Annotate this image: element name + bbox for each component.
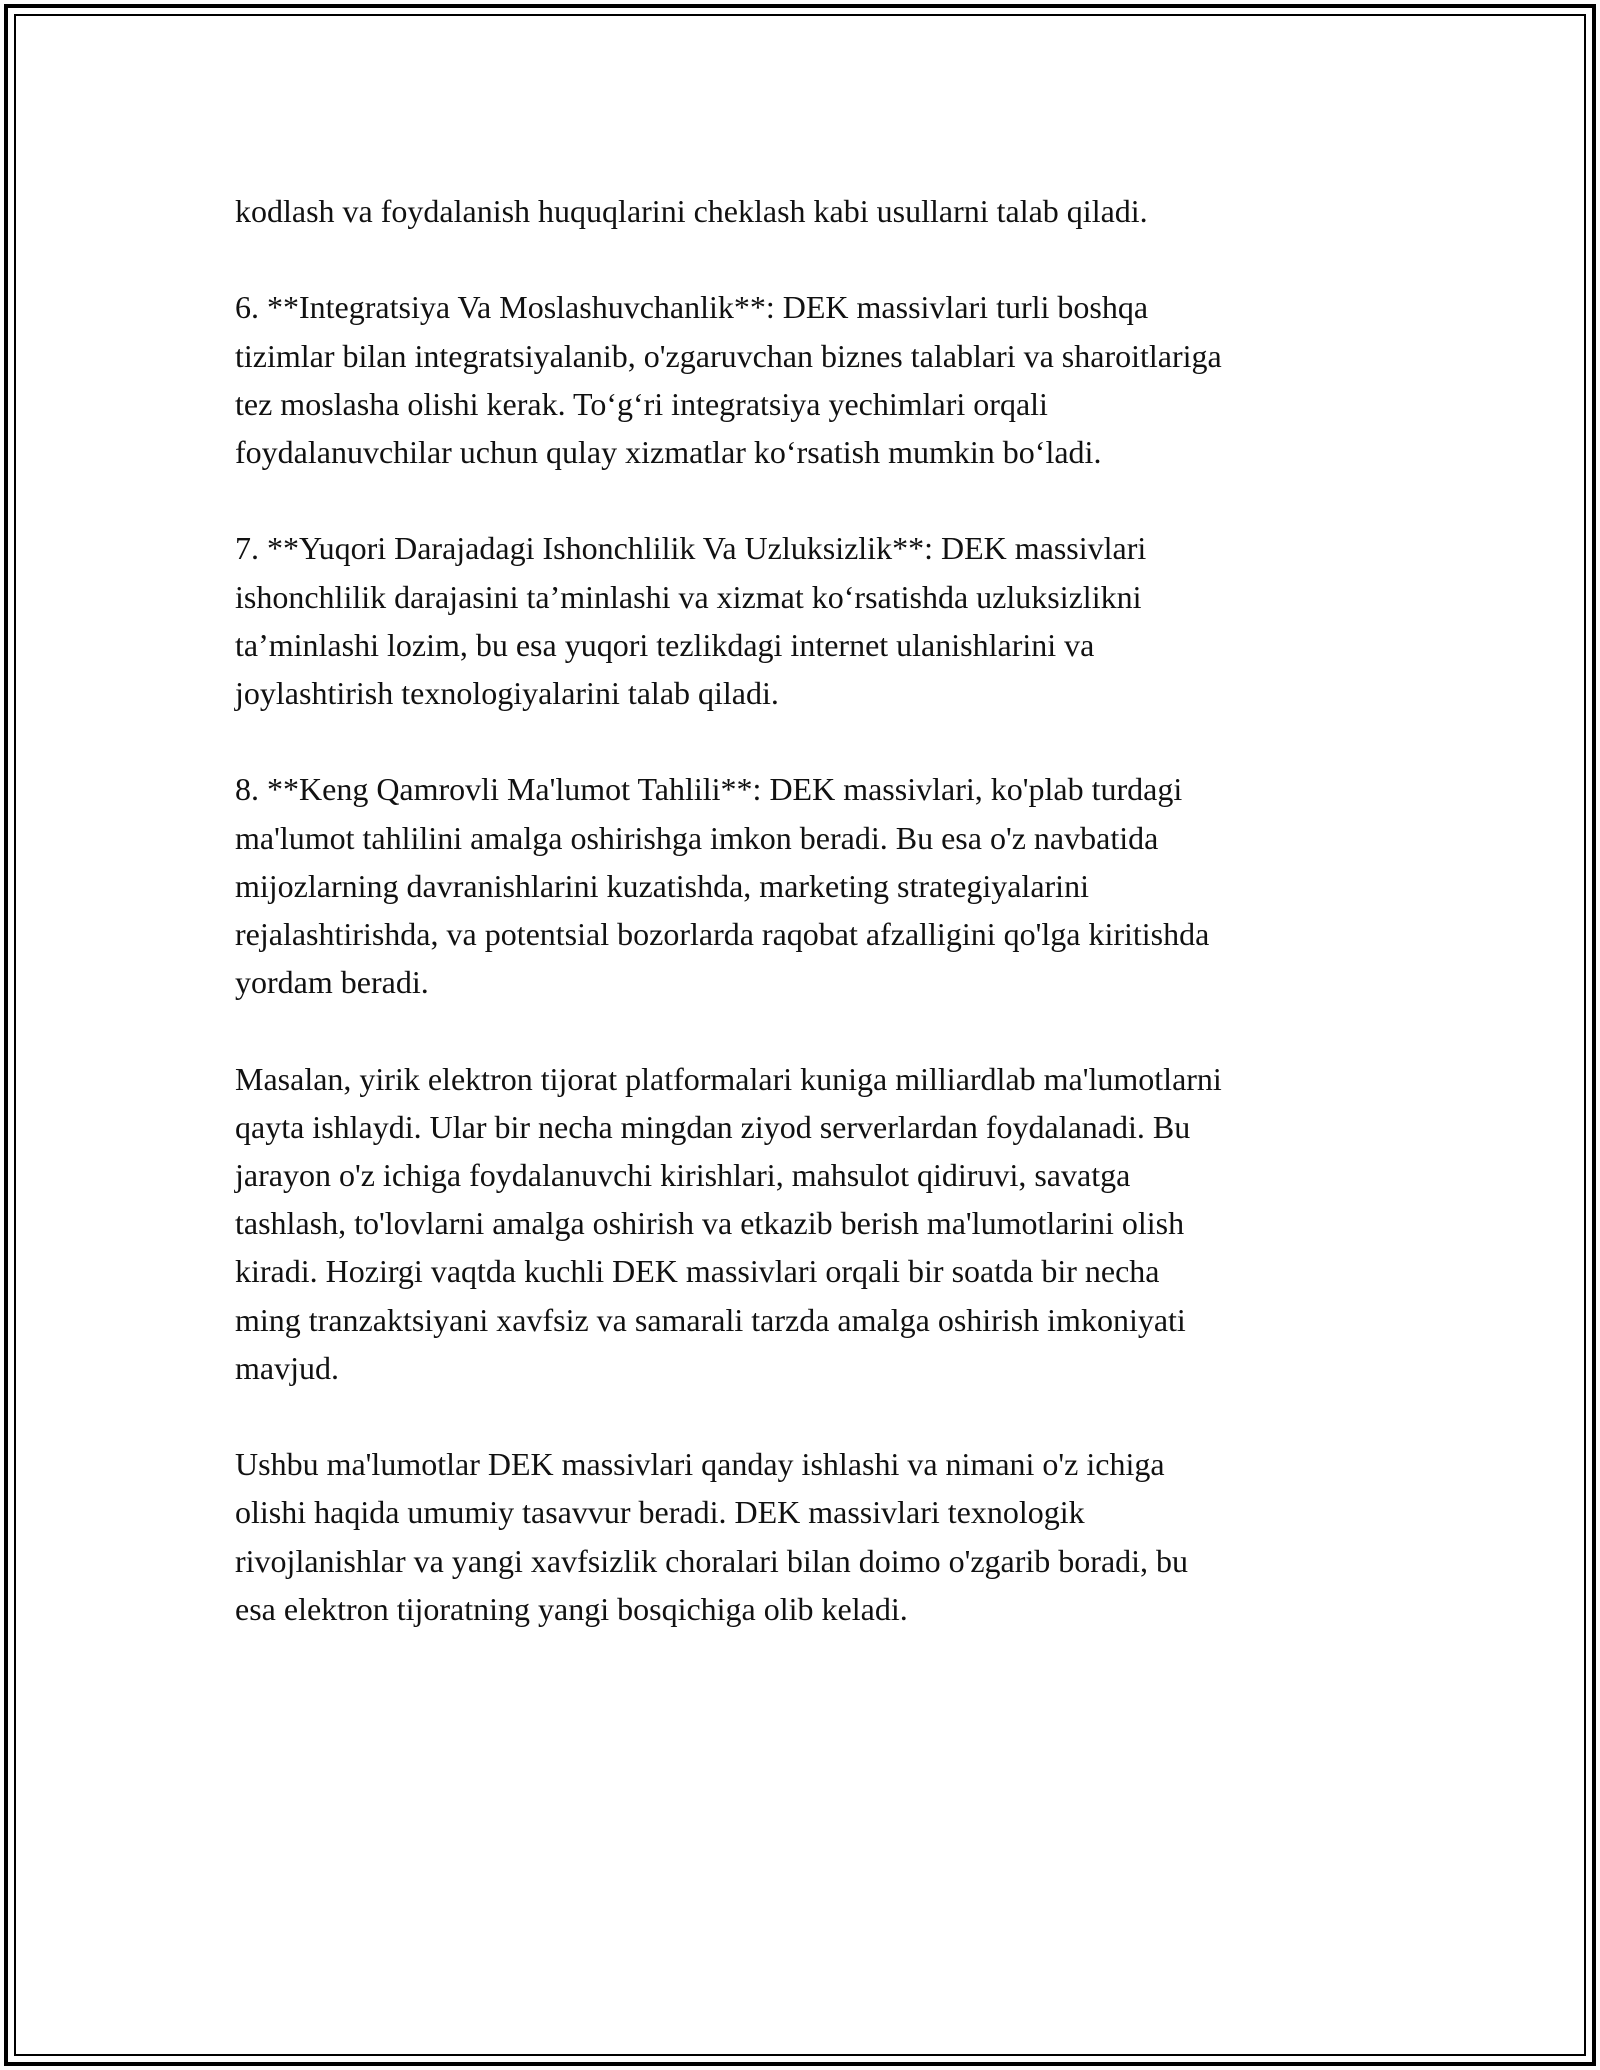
document-body <box>235 187 1400 1681</box>
paragraph-continuation: kodlash va foydalanish huquqlarini cheklash kabi usullarni talab qiladi. <box>235 193 1148 229</box>
paragraph-item-6-integration: 6. **Integratsiya Va Moslashuvchanlik**: DEK massivlari turli boshqa tizimlar bilan integratsiyalanib, o'zgaruvchan biznes talablari va sharoitlariga tez moslasha olishi kerak. To‘g‘ri integratsiya yechimlari orqali foydalanuvchilar uchun qulay xizmatlar ko‘rsatish mumkin bo‘ladi. <box>235 289 1222 470</box>
paragraph-item-7-reliability: 7. **Yuqori Darajadagi Ishonchlilik Va Uzluksizlik**: DEK massivlari ishonchlilik darajasini ta’minlashi va xizmat ko‘rsatishda uzluksizlikni ta’minlashi lozim, bu esa yuqori tezlikdagi internet ulanishlarini va joylashtirish texnologiyalarini talab qiladi. <box>235 530 1147 711</box>
paragraph-item-8-data-analysis: 8. **Keng Qamrovli Ma'lumot Tahlili**: DEK massivlari, ko'plab turdagi ma'lumot tahlilini amalga oshirishga imkon beradi. Bu esa o'z navbatida mijozlarning davranishlarini kuzatishda, marketing strategiyalarini rejalashtirishda, va potentsial bozorlarda raqobat afzalligini qo'lga kiritishda yordam beradi. <box>235 771 1210 1001</box>
paragraph-example: Masalan, yirik elektron tijorat platformalari kuniga milliardlab ma'lumotlarni qayta ishlaydi. Ular bir necha mingdan ziyod serverlardan foydalanadi. Bu jarayon o'z ichiga foydalanuvchi kirishlari, mahsulot qidiruvi, savatga tashlash, to'lovlarni amalga oshirish va etkazib berish ma'lumotlarini olish kiradi. Hozirgi vaqtda kuchli DEK massivlari orqali bir soatda bir necha ming tranzaktsiyani xavfsiz va samarali tarzda amalga oshirish imkoniyati mavjud. <box>235 1060 1222 1386</box>
paragraph-conclusion: Ushbu ma'lumotlar DEK massivlari qanday ishlashi va nimani o'z ichiga olishi haqida umumiy tasavvur beradi. DEK massivlari texnologik rivojlanishlar va yangi xavfsizlik choralari bilan doimo o'zgarib boradi, bu esa elektron tijoratning yangi bosqichiga olib keladi. <box>235 1446 1189 1627</box>
